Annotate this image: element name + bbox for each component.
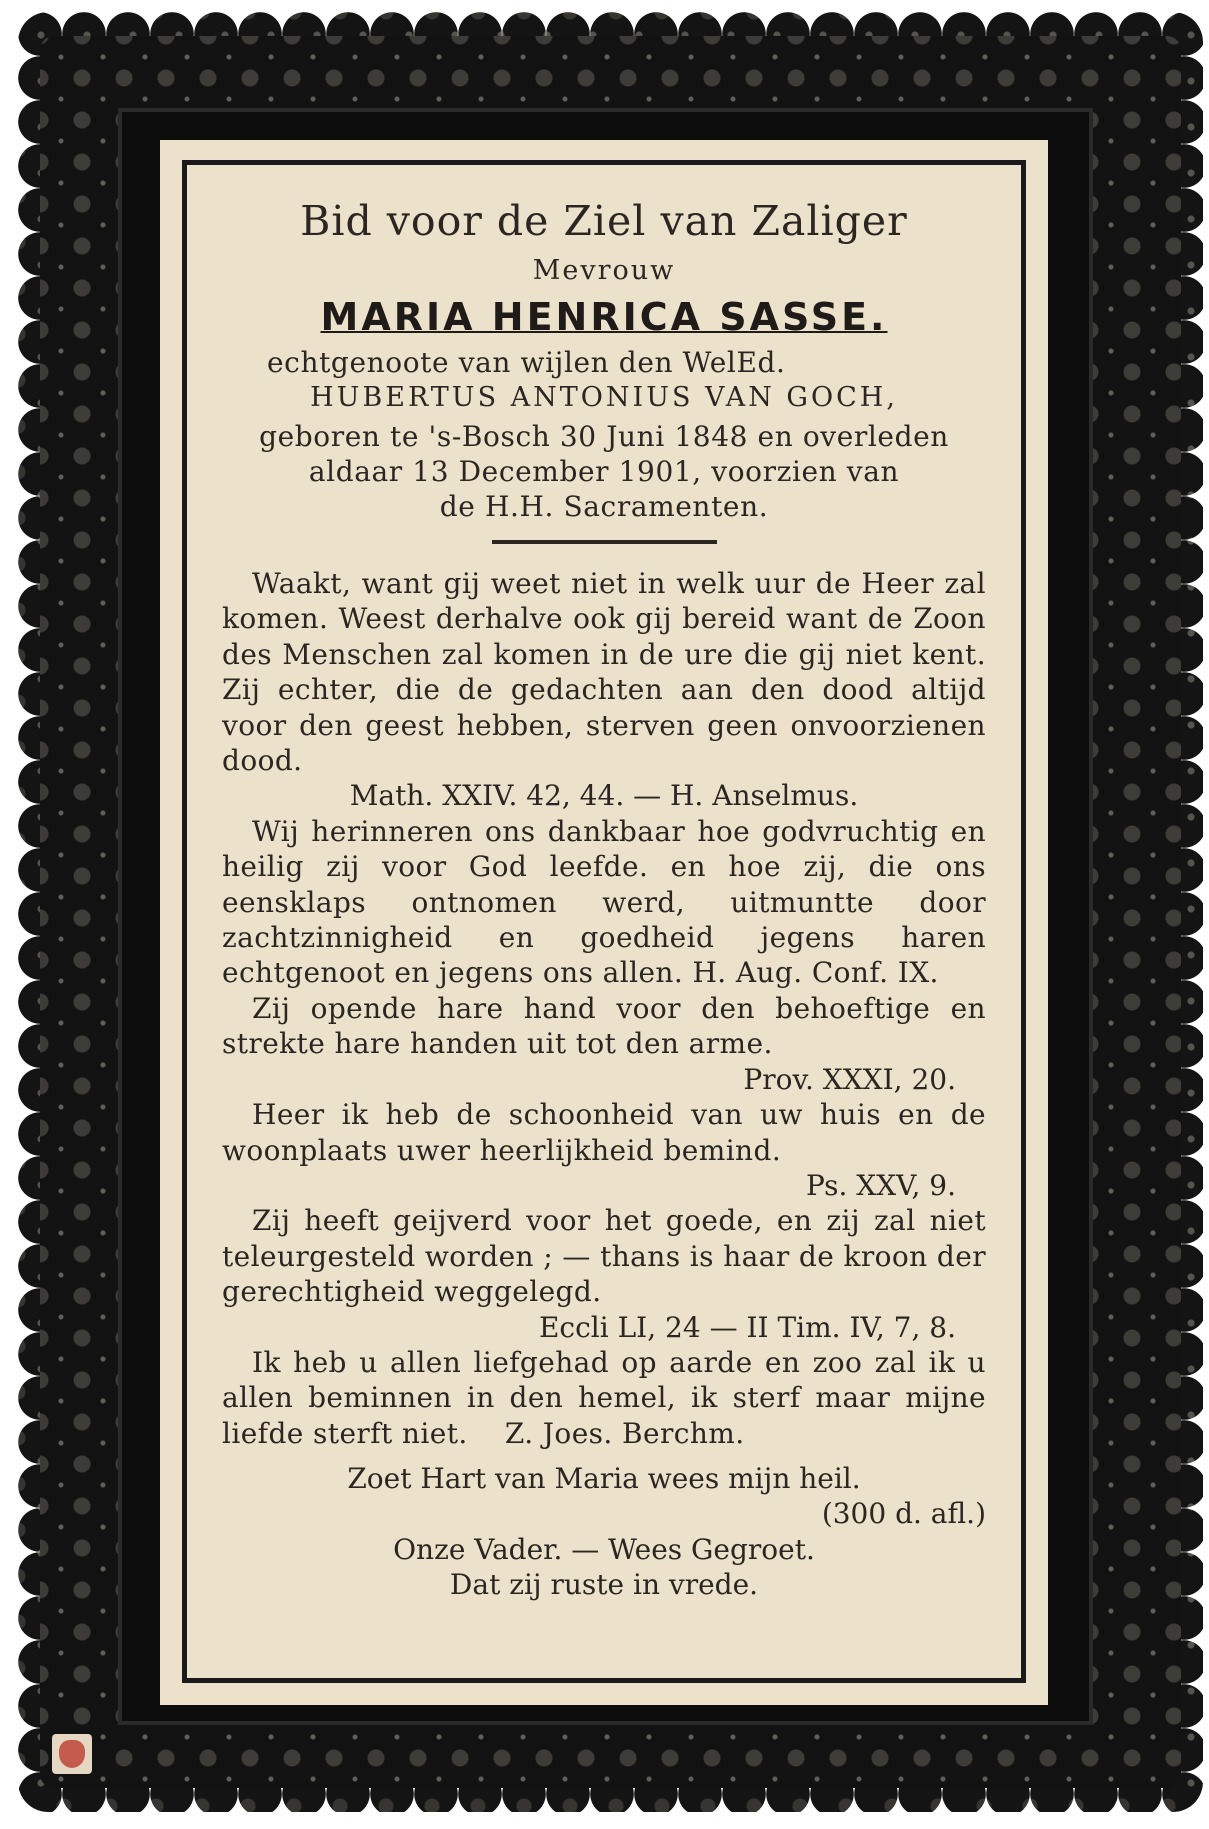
- prayer-card: [160, 140, 1048, 1705]
- closing-prayer: Zoet Hart van Maria wees mijn heil.: [347, 1462, 861, 1496]
- deceased-name: MARIA HENRICA SASSE.: [320, 295, 888, 339]
- honorific: Mevrouw: [532, 255, 676, 286]
- text-source-1: Math. XXIV. 42, 44. — H. Anselmus.: [349, 779, 859, 813]
- card-inner-border: [182, 160, 1026, 1683]
- text-source-4: Ps. XXV, 9.: [806, 1168, 956, 1202]
- card-title: Bid voor de Ziel van Zaliger: [300, 197, 908, 245]
- text-paragraph-5: Zij heeft geijverd voor het goede, en zij zal niet teleurgesteld worden ; — thans is haar de kroon der gerechtigheid weggelegd.: [222, 1204, 986, 1309]
- text-paragraph-4: Heer ik heb de schoonheid van uw huis en de woonplaats uwer heerlijkheid bemind.: [222, 1098, 986, 1167]
- text-paragraph-2: Wij herinneren ons dankbaar hoe godvruchtig en heilig zij voor God leefde. en hoe zij, die ons eensklaps ontnomen werd, uitmuntte door zachtzinnigheid en goedheid jegens haren echtgenoot en jegens ons allen. H. Aug. Conf. IX.: [222, 814, 986, 990]
- text-paragraph-1: Waakt, want gij weet niet in welk uur de Heer zal komen. Weest derhalve ook gij bereid want de Zoon des Menschen zal komen in de ure die gij niet kent. Zij echter, die de gedachten aan den dood altijd voor den geest hebben, sterven geen onvoorzienen dood.: [222, 567, 986, 778]
- bio-line-2: HUBERTUS ANTONIUS VAN GOCH,: [310, 382, 898, 413]
- archive-stamp-icon: [52, 1734, 92, 1774]
- closing-prayers: Onze Vader. — Wees Gegroet.: [393, 1532, 815, 1566]
- card-content: [222, 165, 996, 1602]
- indulgence-note: (300 d. afl.): [821, 1497, 986, 1531]
- bio-line-5: de H.H. Sacramenten.: [439, 490, 769, 523]
- bio-line-3: geboren te 's-Bosch 30 Juni 1848 en overleden: [259, 420, 949, 453]
- text-source-3: Prov. XXXI, 20.: [743, 1062, 956, 1096]
- text-source-5: Eccli LI, 24 — II Tim. IV, 7, 8.: [538, 1310, 956, 1344]
- divider-rule: [492, 540, 717, 544]
- rest-in-peace: Dat zij ruste in vrede.: [449, 1567, 759, 1601]
- text-paragraph-3: Zij opende hare hand voor den behoeftige en strekte hare handen uit tot den arme.: [222, 991, 986, 1061]
- bio-line-1: echtgenoote van wijlen den WelEd.: [267, 346, 786, 379]
- text-paragraph-6: Ik heb u allen liefgehad op aarde en zoo zal ik u allen beminnen in den hemel, ik sterf maar mijne liefde sterft niet. Z. Joes. Berchm.: [222, 1345, 996, 1450]
- bio-line-4: aldaar 13 December 1901, voorzien van: [308, 455, 900, 488]
